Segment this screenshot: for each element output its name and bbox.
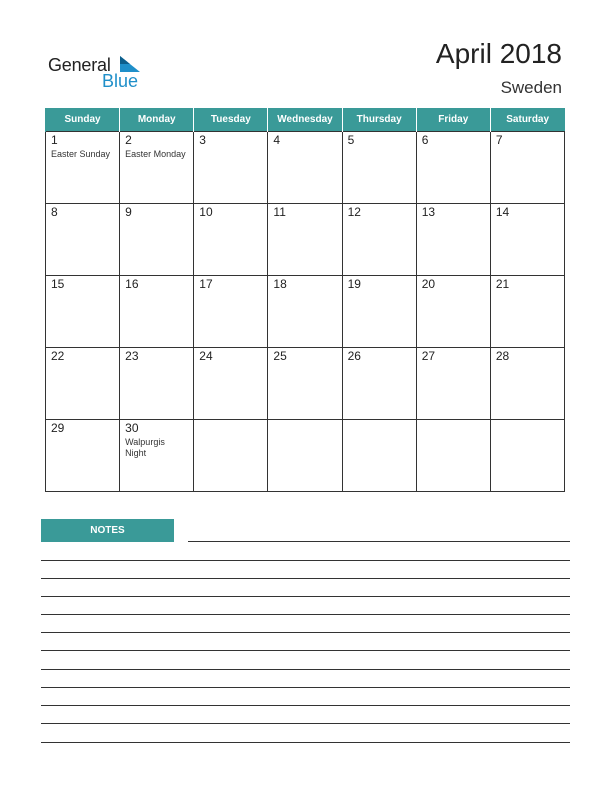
day-cell bbox=[342, 132, 416, 204]
weekday-header: Thursday bbox=[342, 108, 416, 132]
day-number: 29 bbox=[51, 421, 65, 435]
day-cell bbox=[268, 420, 342, 492]
day-cell bbox=[194, 420, 268, 492]
day-number: 11 bbox=[273, 205, 286, 219]
holiday-label: Easter Sunday bbox=[51, 149, 111, 159]
day-cell bbox=[416, 132, 490, 204]
note-line bbox=[41, 596, 570, 597]
calendar-week-row bbox=[46, 276, 565, 348]
brand-general-text: General bbox=[48, 55, 111, 75]
day-number: 5 bbox=[347, 133, 355, 147]
calendar-week-row bbox=[46, 348, 565, 420]
day-cell bbox=[268, 276, 342, 348]
day-number: 24 bbox=[199, 349, 213, 363]
note-line bbox=[41, 669, 570, 670]
day-cell bbox=[342, 420, 416, 492]
day-cell bbox=[120, 132, 194, 204]
weekday-header: Tuesday bbox=[194, 108, 268, 132]
holiday-label: Easter Monday bbox=[125, 149, 186, 159]
day-cell bbox=[120, 276, 194, 348]
day-cell bbox=[194, 204, 268, 276]
weekday-header: Wednesday bbox=[268, 108, 342, 132]
day-number: 3 bbox=[199, 133, 206, 147]
weekday-header: Sunday bbox=[46, 108, 120, 132]
day-cell bbox=[490, 276, 564, 348]
day-number: 18 bbox=[273, 277, 287, 291]
day-cell bbox=[268, 348, 342, 420]
note-line bbox=[41, 578, 570, 579]
weekday-header: Saturday bbox=[490, 108, 564, 132]
day-number: 26 bbox=[347, 349, 361, 363]
day-number: 9 bbox=[125, 205, 132, 219]
day-number: 4 bbox=[273, 133, 281, 147]
day-cell bbox=[46, 276, 120, 348]
calendar-week-row bbox=[46, 204, 565, 276]
day-number: 25 bbox=[273, 349, 287, 363]
day-cell bbox=[490, 348, 564, 420]
notes-label: NOTES bbox=[41, 519, 174, 542]
day-number: 7 bbox=[495, 133, 503, 147]
day-cell bbox=[342, 276, 416, 348]
calendar-grid bbox=[45, 108, 565, 492]
holiday-label: Walpurgis Night bbox=[125, 437, 165, 458]
country-name: Sweden bbox=[500, 78, 562, 97]
day-cell bbox=[490, 204, 564, 276]
day-cell bbox=[120, 204, 194, 276]
month-title: April 2018 bbox=[435, 38, 562, 69]
day-cell bbox=[416, 348, 490, 420]
day-cell bbox=[416, 276, 490, 348]
day-number: 15 bbox=[51, 277, 65, 291]
day-number: 19 bbox=[347, 277, 361, 291]
note-line bbox=[41, 742, 570, 743]
day-number: 1 bbox=[51, 133, 58, 147]
day-cell bbox=[120, 420, 194, 492]
day-cell bbox=[194, 348, 268, 420]
day-number: 16 bbox=[125, 277, 139, 291]
day-cell bbox=[194, 132, 268, 204]
brand-logo bbox=[48, 52, 158, 92]
day-number: 2 bbox=[125, 133, 132, 147]
calendar-week-row bbox=[46, 132, 565, 204]
note-line bbox=[41, 614, 570, 615]
day-cell bbox=[342, 204, 416, 276]
note-line bbox=[41, 560, 570, 561]
day-cell bbox=[120, 348, 194, 420]
day-number: 14 bbox=[495, 205, 510, 219]
weekday-header-row bbox=[46, 108, 565, 132]
calendar-week-row bbox=[46, 420, 565, 492]
day-cell bbox=[268, 132, 342, 204]
day-number: 10 bbox=[199, 205, 213, 219]
day-number: 23 bbox=[125, 349, 139, 363]
day-cell bbox=[194, 276, 268, 348]
weekday-header: Monday bbox=[120, 108, 194, 132]
day-number: 8 bbox=[51, 205, 58, 219]
brand-blue-text: Blue bbox=[102, 71, 139, 91]
day-number: 28 bbox=[495, 349, 510, 363]
note-line bbox=[41, 687, 570, 688]
weekday-header: Friday bbox=[416, 108, 490, 132]
day-cell bbox=[46, 132, 120, 204]
day-number: 12 bbox=[347, 205, 361, 219]
day-number: 27 bbox=[421, 349, 436, 363]
day-number: 17 bbox=[199, 277, 213, 291]
day-cell bbox=[342, 348, 416, 420]
note-line bbox=[41, 650, 570, 651]
day-number: 6 bbox=[421, 133, 429, 147]
day-cell bbox=[46, 348, 120, 420]
day-cell bbox=[46, 420, 120, 492]
note-line bbox=[188, 541, 570, 542]
note-line bbox=[41, 705, 570, 706]
day-cell bbox=[490, 420, 564, 492]
day-number: 30 bbox=[125, 421, 139, 435]
note-line bbox=[41, 723, 570, 724]
day-cell bbox=[490, 132, 564, 204]
day-cell bbox=[268, 204, 342, 276]
note-line bbox=[41, 632, 570, 633]
day-number: 22 bbox=[51, 349, 65, 363]
day-cell bbox=[416, 420, 490, 492]
day-number: 21 bbox=[495, 277, 510, 291]
day-number: 13 bbox=[421, 205, 436, 219]
day-cell bbox=[416, 204, 490, 276]
day-number: 20 bbox=[421, 277, 436, 291]
day-cell bbox=[46, 204, 120, 276]
